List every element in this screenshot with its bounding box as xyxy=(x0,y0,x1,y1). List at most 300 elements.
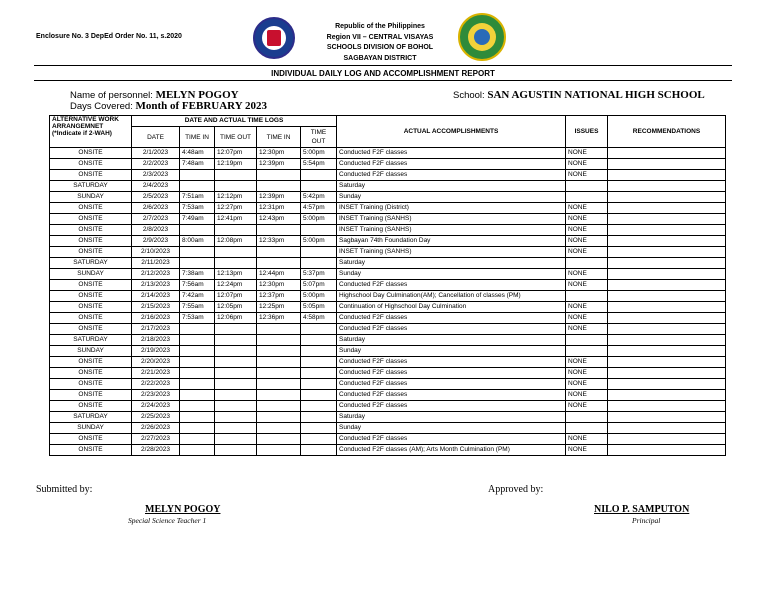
submitted-by-role: Special Science Teacher 1 xyxy=(128,516,207,525)
recommendation-cell xyxy=(608,302,726,313)
accomplishment-cell: Conducted F2F classes xyxy=(337,159,566,170)
date-cell: 2/5/2023 xyxy=(132,192,180,203)
work-arrangement-cell: ONSITE xyxy=(50,236,132,247)
school-line xyxy=(453,89,705,101)
date-cell: 2/15/2023 xyxy=(132,302,180,313)
time-in-pm-cell: 12:30pm xyxy=(257,280,301,291)
time-in-pm-cell: 12:33pm xyxy=(257,236,301,247)
accomplishment-cell: Saturday xyxy=(337,181,566,192)
col-header-time-out-pm: TIME OUT xyxy=(301,127,337,148)
time-out-am-cell xyxy=(215,324,257,335)
time-in-pm-cell xyxy=(257,324,301,335)
time-in-pm-cell xyxy=(257,258,301,269)
time-in-am-cell: 7:38am xyxy=(180,269,215,280)
table-row xyxy=(50,335,726,346)
time-in-am-cell xyxy=(180,401,215,412)
approved-by-label: Approved by: xyxy=(488,484,544,495)
table-row xyxy=(50,445,726,456)
time-out-am-cell xyxy=(215,445,257,456)
recommendation-cell xyxy=(608,434,726,445)
date-cell: 2/17/2023 xyxy=(132,324,180,335)
time-in-pm-cell: 12:39pm xyxy=(257,159,301,170)
accomplishment-cell: Saturday xyxy=(337,412,566,423)
accomplishment-cell: Saturday xyxy=(337,335,566,346)
issues-cell: NONE xyxy=(566,313,608,324)
issues-cell xyxy=(566,335,608,346)
issues-cell: NONE xyxy=(566,390,608,401)
time-in-am-cell: 7:49am xyxy=(180,214,215,225)
time-out-pm-cell: 4:57pm xyxy=(301,203,337,214)
time-in-pm-cell xyxy=(257,181,301,192)
accomplishment-cell: Conducted F2F classes xyxy=(337,401,566,412)
issues-cell: NONE xyxy=(566,434,608,445)
col-header-date-time-logs: DATE AND ACTUAL TIME LOGS xyxy=(132,116,337,127)
table-row xyxy=(50,170,726,181)
time-out-am-cell xyxy=(215,335,257,346)
table-row xyxy=(50,434,726,445)
time-out-pm-cell xyxy=(301,379,337,390)
issues-cell: NONE xyxy=(566,445,608,456)
work-arrangement-cell: ONSITE xyxy=(50,214,132,225)
col-header-issues: ISSUES xyxy=(566,116,608,148)
days-covered-line xyxy=(70,100,267,112)
submitted-by-name: MELYN POGOY xyxy=(145,504,221,515)
work-arrangement-cell: SATURDAY xyxy=(50,412,132,423)
work-arrangement-cell: ONSITE xyxy=(50,302,132,313)
time-in-pm-cell xyxy=(257,335,301,346)
time-out-am-cell xyxy=(215,368,257,379)
accomplishment-cell: Conducted F2F classes xyxy=(337,368,566,379)
time-out-pm-cell: 5:54pm xyxy=(301,159,337,170)
date-cell: 2/12/2023 xyxy=(132,269,180,280)
time-out-am-cell xyxy=(215,379,257,390)
time-out-am-cell xyxy=(215,401,257,412)
time-in-pm-cell: 12:44pm xyxy=(257,269,301,280)
recommendation-cell xyxy=(608,335,726,346)
time-out-am-cell: 12:24pm xyxy=(215,280,257,291)
accomplishment-cell: INSET Training (SANHS) xyxy=(337,247,566,258)
accomplishment-cell: Conducted F2F classes xyxy=(337,280,566,291)
issues-cell xyxy=(566,192,608,203)
date-cell: 2/11/2023 xyxy=(132,258,180,269)
date-cell: 2/14/2023 xyxy=(132,291,180,302)
approved-by-role: Principal xyxy=(632,516,661,525)
time-out-am-cell xyxy=(215,412,257,423)
issues-cell xyxy=(566,423,608,434)
issues-cell: NONE xyxy=(566,357,608,368)
time-out-am-cell: 12:05pm xyxy=(215,302,257,313)
date-cell: 2/16/2023 xyxy=(132,313,180,324)
table-row xyxy=(50,324,726,335)
time-in-am-cell xyxy=(180,170,215,181)
work-arrangement-cell: ONSITE xyxy=(50,280,132,291)
issues-cell: NONE xyxy=(566,170,608,181)
issues-cell: NONE xyxy=(566,269,608,280)
col-header-time-out-am: TIME OUT xyxy=(215,127,257,148)
col-header-time-in-pm: TIME IN xyxy=(257,127,301,148)
table-row xyxy=(50,258,726,269)
accomplishment-cell: Highschool Day Culmination(AM); Cancellation of classes (PM) xyxy=(337,291,566,302)
time-in-am-cell: 7:56am xyxy=(180,280,215,291)
work-arrangement-cell: SATURDAY xyxy=(50,335,132,346)
table-row xyxy=(50,192,726,203)
date-cell: 2/2/2023 xyxy=(132,159,180,170)
time-out-pm-cell: 5:37pm xyxy=(301,269,337,280)
time-in-am-cell: 7:42am xyxy=(180,291,215,302)
date-cell: 2/21/2023 xyxy=(132,368,180,379)
time-out-pm-cell xyxy=(301,247,337,258)
time-out-pm-cell: 5:00pm xyxy=(301,214,337,225)
issues-cell: NONE xyxy=(566,236,608,247)
recommendation-cell xyxy=(608,225,726,236)
work-arrangement-cell: ONSITE xyxy=(50,225,132,236)
recommendation-cell xyxy=(608,159,726,170)
deped-seal-icon xyxy=(253,17,295,59)
accomplishment-cell: INSET Training (District) xyxy=(337,203,566,214)
date-cell: 2/8/2023 xyxy=(132,225,180,236)
time-in-pm-cell: 12:37pm xyxy=(257,291,301,302)
time-in-am-cell: 7:53am xyxy=(180,203,215,214)
time-out-pm-cell xyxy=(301,412,337,423)
table-row xyxy=(50,280,726,291)
work-arrangement-cell: ONSITE xyxy=(50,390,132,401)
time-out-am-cell: 12:07pm xyxy=(215,148,257,159)
time-out-am-cell: 12:41pm xyxy=(215,214,257,225)
time-in-am-cell xyxy=(180,368,215,379)
header-divider xyxy=(34,65,732,66)
work-arrangement-cell: ONSITE xyxy=(50,247,132,258)
letterhead-line-3: SCHOOLS DIVISION OF BOHOL xyxy=(326,44,434,51)
col-header-time-in-am: TIME IN xyxy=(180,127,215,148)
time-out-pm-cell xyxy=(301,181,337,192)
recommendation-cell xyxy=(608,148,726,159)
date-cell: 2/10/2023 xyxy=(132,247,180,258)
accomplishment-cell: Conducted F2F classes (AM); Arts Month Culmination (PM) xyxy=(337,445,566,456)
days-covered-label: Days Covered: xyxy=(70,101,133,112)
date-cell: 2/26/2023 xyxy=(132,423,180,434)
table-row xyxy=(50,346,726,357)
date-cell: 2/6/2023 xyxy=(132,203,180,214)
table-row xyxy=(50,159,726,170)
table-row xyxy=(50,214,726,225)
title-divider xyxy=(34,80,732,81)
enclosure-label: Enclosure No. 3 DepEd Order No. 11, s.2020 xyxy=(36,33,182,40)
time-in-pm-cell xyxy=(257,390,301,401)
work-arrangement-cell: ONSITE xyxy=(50,434,132,445)
time-in-am-cell xyxy=(180,247,215,258)
time-in-am-cell xyxy=(180,225,215,236)
date-cell: 2/25/2023 xyxy=(132,412,180,423)
issues-cell: NONE xyxy=(566,214,608,225)
time-in-pm-cell: 12:30pm xyxy=(257,148,301,159)
work-arrangement-cell: ONSITE xyxy=(50,324,132,335)
accomplishment-cell: Continuation of Highschool Day Culmination xyxy=(337,302,566,313)
recommendation-cell xyxy=(608,291,726,302)
recommendation-cell xyxy=(608,423,726,434)
time-out-pm-cell: 5:07pm xyxy=(301,280,337,291)
time-out-am-cell: 12:12pm xyxy=(215,192,257,203)
issues-cell xyxy=(566,346,608,357)
issues-cell: NONE xyxy=(566,159,608,170)
accomplishment-cell: Saturday xyxy=(337,258,566,269)
time-in-am-cell xyxy=(180,181,215,192)
time-in-pm-cell xyxy=(257,170,301,181)
time-in-pm-cell xyxy=(257,401,301,412)
table-row xyxy=(50,357,726,368)
work-arrangement-cell: ONSITE xyxy=(50,313,132,324)
accomplishment-cell: Sunday xyxy=(337,269,566,280)
work-arrangement-cell: ONSITE xyxy=(50,291,132,302)
date-cell: 2/19/2023 xyxy=(132,346,180,357)
days-covered-value: Month of FEBRUARY 2023 xyxy=(135,100,267,112)
work-arrangement-cell: ONSITE xyxy=(50,357,132,368)
time-out-pm-cell xyxy=(301,401,337,412)
recommendation-cell xyxy=(608,170,726,181)
accomplishment-cell: Sunday xyxy=(337,423,566,434)
issues-cell: NONE xyxy=(566,379,608,390)
time-in-am-cell xyxy=(180,379,215,390)
time-in-pm-cell: 12:43pm xyxy=(257,214,301,225)
approved-by-name: NILO P. SAMPUTON xyxy=(594,504,690,515)
time-in-pm-cell: 12:31pm xyxy=(257,203,301,214)
daily-log-table xyxy=(49,115,726,456)
work-arrangement-cell: SUNDAY xyxy=(50,192,132,203)
issues-cell: NONE xyxy=(566,368,608,379)
table-row xyxy=(50,225,726,236)
recommendation-cell xyxy=(608,324,726,335)
work-arrangement-cell: ONSITE xyxy=(50,170,132,181)
table-row xyxy=(50,291,726,302)
accomplishment-cell: INSET Training (SANHS) xyxy=(337,214,566,225)
time-out-am-cell xyxy=(215,170,257,181)
time-in-am-cell xyxy=(180,445,215,456)
date-cell: 2/3/2023 xyxy=(132,170,180,181)
time-out-pm-cell xyxy=(301,434,337,445)
time-out-am-cell: 12:08pm xyxy=(215,236,257,247)
time-in-pm-cell xyxy=(257,247,301,258)
time-in-pm-cell xyxy=(257,423,301,434)
time-out-am-cell xyxy=(215,357,257,368)
issues-cell: NONE xyxy=(566,247,608,258)
time-in-am-cell: 7:53am xyxy=(180,313,215,324)
letterhead xyxy=(300,22,460,64)
issues-cell: NONE xyxy=(566,203,608,214)
table-row xyxy=(50,269,726,280)
recommendation-cell xyxy=(608,181,726,192)
work-arrangement-cell: ONSITE xyxy=(50,159,132,170)
table-row xyxy=(50,412,726,423)
time-out-am-cell xyxy=(215,225,257,236)
accomplishment-cell: Sagbayan 74th Foundation Day xyxy=(337,236,566,247)
date-cell: 2/20/2023 xyxy=(132,357,180,368)
time-out-am-cell xyxy=(215,346,257,357)
work-arrangement-cell: SATURDAY xyxy=(50,181,132,192)
table-row xyxy=(50,236,726,247)
date-cell: 2/24/2023 xyxy=(132,401,180,412)
time-out-pm-cell xyxy=(301,445,337,456)
time-out-pm-cell xyxy=(301,258,337,269)
time-out-pm-cell xyxy=(301,225,337,236)
log-table-body xyxy=(50,148,726,456)
school-label: School: xyxy=(453,90,485,101)
work-arrangement-cell: SUNDAY xyxy=(50,346,132,357)
recommendation-cell xyxy=(608,346,726,357)
accomplishment-cell: Conducted F2F classes xyxy=(337,357,566,368)
letterhead-line-4: SAGBAYAN DISTRICT xyxy=(343,54,417,62)
time-in-pm-cell xyxy=(257,445,301,456)
recommendation-cell xyxy=(608,247,726,258)
time-out-pm-cell: 5:00pm xyxy=(301,291,337,302)
letterhead-line-2: Region VII – CENTRAL VISAYAS xyxy=(326,33,434,41)
work-arrangement-cell: SATURDAY xyxy=(50,258,132,269)
time-in-pm-cell: 12:39pm xyxy=(257,192,301,203)
date-cell: 2/1/2023 xyxy=(132,148,180,159)
work-arrangement-cell: ONSITE xyxy=(50,401,132,412)
time-out-am-cell xyxy=(215,390,257,401)
table-row xyxy=(50,203,726,214)
date-cell: 2/28/2023 xyxy=(132,445,180,456)
time-in-am-cell xyxy=(180,357,215,368)
recommendation-cell xyxy=(608,203,726,214)
recommendation-cell xyxy=(608,236,726,247)
date-cell: 2/18/2023 xyxy=(132,335,180,346)
time-out-pm-cell: 5:42pm xyxy=(301,192,337,203)
recommendation-cell xyxy=(608,379,726,390)
issues-cell xyxy=(566,181,608,192)
time-in-pm-cell: 12:36pm xyxy=(257,313,301,324)
time-out-am-cell: 12:13pm xyxy=(215,269,257,280)
work-arrangement-cell: ONSITE xyxy=(50,379,132,390)
issues-cell: NONE xyxy=(566,225,608,236)
time-in-am-cell: 7:48am xyxy=(180,159,215,170)
issues-cell: NONE xyxy=(566,324,608,335)
report-title: INDIVIDUAL DAILY LOG AND ACCOMPLISHMENT REPORT xyxy=(271,69,495,78)
time-out-pm-cell xyxy=(301,368,337,379)
letterhead-line-1: Republic of the Philippines xyxy=(335,23,425,30)
time-in-pm-cell xyxy=(257,346,301,357)
work-arrangement-cell: ONSITE xyxy=(50,148,132,159)
table-row xyxy=(50,379,726,390)
time-in-pm-cell xyxy=(257,368,301,379)
time-in-am-cell xyxy=(180,412,215,423)
time-in-pm-cell: 12:25pm xyxy=(257,302,301,313)
recommendation-cell xyxy=(608,313,726,324)
date-cell: 2/7/2023 xyxy=(132,214,180,225)
date-cell: 2/27/2023 xyxy=(132,434,180,445)
recommendation-cell xyxy=(608,368,726,379)
recommendation-cell xyxy=(608,401,726,412)
accomplishment-cell: Sunday xyxy=(337,346,566,357)
work-arrangement-cell: SUNDAY xyxy=(50,423,132,434)
recommendation-cell xyxy=(608,192,726,203)
work-arrangement-cell: ONSITE xyxy=(50,445,132,456)
recommendation-cell xyxy=(608,445,726,456)
date-cell: 2/4/2023 xyxy=(132,181,180,192)
table-row xyxy=(50,148,726,159)
time-out-pm-cell: 5:05pm xyxy=(301,302,337,313)
time-out-am-cell xyxy=(215,423,257,434)
time-out-pm-cell xyxy=(301,390,337,401)
time-in-am-cell xyxy=(180,390,215,401)
time-out-am-cell: 12:07pm xyxy=(215,291,257,302)
time-out-am-cell xyxy=(215,181,257,192)
accomplishment-cell: Conducted F2F classes xyxy=(337,324,566,335)
time-out-am-cell: 12:27pm xyxy=(215,203,257,214)
issues-cell xyxy=(566,258,608,269)
time-in-pm-cell xyxy=(257,379,301,390)
time-in-am-cell: 8:00am xyxy=(180,236,215,247)
accomplishment-cell: Conducted F2F classes xyxy=(337,434,566,445)
time-out-pm-cell: 5:00pm xyxy=(301,236,337,247)
work-arrangement-cell: ONSITE xyxy=(50,203,132,214)
date-cell: 2/9/2023 xyxy=(132,236,180,247)
personnel-label: Name of personnel: xyxy=(70,90,153,101)
recommendation-cell xyxy=(608,412,726,423)
accomplishment-cell: Conducted F2F classes xyxy=(337,313,566,324)
time-in-am-cell: 7:55am xyxy=(180,302,215,313)
time-in-pm-cell xyxy=(257,225,301,236)
issues-cell: NONE xyxy=(566,302,608,313)
time-in-am-cell xyxy=(180,434,215,445)
issues-cell xyxy=(566,291,608,302)
school-name: SAN AGUSTIN NATIONAL HIGH SCHOOL xyxy=(487,89,705,101)
table-row xyxy=(50,247,726,258)
issues-cell: NONE xyxy=(566,401,608,412)
time-in-am-cell xyxy=(180,346,215,357)
personnel-name: MELYN POGOY xyxy=(155,89,239,101)
time-in-am-cell xyxy=(180,324,215,335)
recommendation-cell xyxy=(608,269,726,280)
col-header-recommendations: RECOMMENDATIONS xyxy=(608,116,726,148)
col-header-work-arrangement: ALTERNATIVE WORK ARRANGEMNET (*Indicate if 2-WAH) xyxy=(50,116,132,148)
col-header-accomplishments: ACTUAL ACCOMPLISHMENTS xyxy=(337,116,566,148)
division-seal-icon xyxy=(458,13,506,61)
time-out-pm-cell xyxy=(301,346,337,357)
date-cell: 2/22/2023 xyxy=(132,379,180,390)
table-row xyxy=(50,401,726,412)
time-in-pm-cell xyxy=(257,412,301,423)
time-out-pm-cell xyxy=(301,170,337,181)
accomplishment-cell: Conducted F2F classes xyxy=(337,148,566,159)
accomplishment-cell: INSET Training (SANHS) xyxy=(337,225,566,236)
table-row xyxy=(50,423,726,434)
time-in-am-cell xyxy=(180,335,215,346)
time-out-am-cell xyxy=(215,258,257,269)
accomplishment-cell: Conducted F2F classes xyxy=(337,379,566,390)
issues-cell xyxy=(566,412,608,423)
work-arrangement-cell: ONSITE xyxy=(50,368,132,379)
time-out-am-cell: 12:06pm xyxy=(215,313,257,324)
time-out-pm-cell: 4:58pm xyxy=(301,313,337,324)
work-arrangement-cell: SUNDAY xyxy=(50,269,132,280)
accomplishment-cell: Conducted F2F classes xyxy=(337,390,566,401)
time-out-pm-cell xyxy=(301,335,337,346)
date-cell: 2/23/2023 xyxy=(132,390,180,401)
time-in-am-cell: 4:48am xyxy=(180,148,215,159)
recommendation-cell xyxy=(608,214,726,225)
recommendation-cell xyxy=(608,280,726,291)
recommendation-cell xyxy=(608,357,726,368)
time-in-am-cell xyxy=(180,258,215,269)
time-out-am-cell xyxy=(215,434,257,445)
issues-cell: NONE xyxy=(566,148,608,159)
time-out-pm-cell xyxy=(301,423,337,434)
submitted-by-label: Submitted by: xyxy=(36,484,93,495)
time-out-pm-cell xyxy=(301,357,337,368)
recommendation-cell xyxy=(608,258,726,269)
time-in-pm-cell xyxy=(257,434,301,445)
accomplishment-cell: Conducted F2F classes xyxy=(337,170,566,181)
